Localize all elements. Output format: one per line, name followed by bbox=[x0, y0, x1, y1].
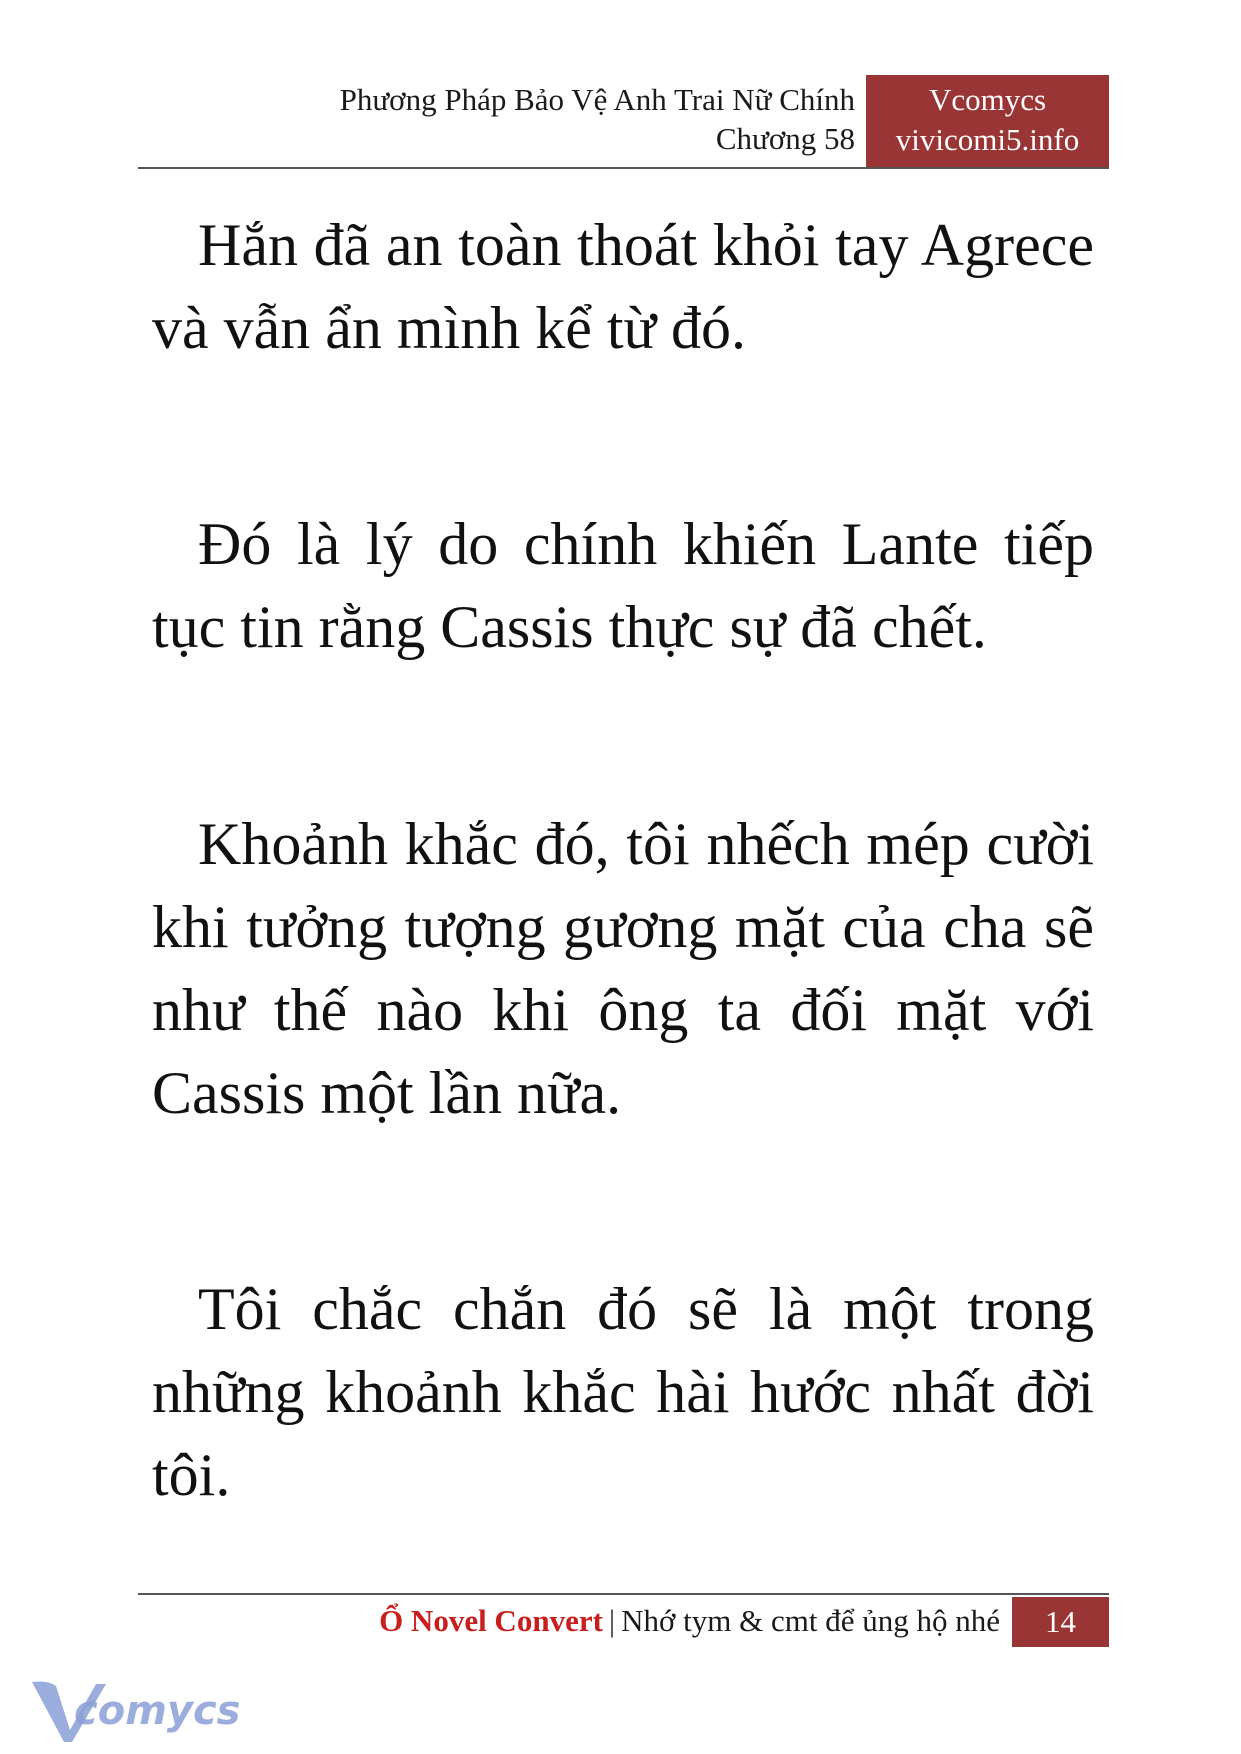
footer-divider bbox=[138, 1593, 1109, 1595]
footer-note bbox=[138, 1599, 1000, 1643]
badge-site-url: vivicomi5.info bbox=[895, 122, 1080, 157]
logo-wordmark: comycs bbox=[74, 1688, 241, 1734]
source-badge bbox=[866, 75, 1109, 167]
badge-site-name: Vcomycs bbox=[928, 82, 1047, 117]
header-divider bbox=[138, 167, 1109, 169]
paragraph-2: Đó là lý do chính khiến Lante tiếp tục tin rằng Cassis thực sự đã chết. bbox=[152, 511, 1094, 660]
footer-message: Nhớ tym & cmt để ủng hộ nhé bbox=[621, 1603, 1000, 1638]
paragraph-3: Khoảnh khắc đó, tôi nhếch mép cười khi tưởng tượng gương mặt của cha sẽ như thế nào khi ông ta đối mặt với Cassis một lần nữa. bbox=[152, 811, 1094, 1126]
chapter-label: Chương 58 bbox=[715, 121, 855, 156]
vcomycs-logo-icon bbox=[26, 1672, 256, 1748]
paragraph-1: Hắn đã an toàn thoát khỏi tay Agrece và vẫn ẩn mình kể từ đó. bbox=[152, 212, 1094, 361]
paragraph-4: Tôi chắc chắn đó sẽ là một trong những khoảnh khắc hài hước nhất đời tôi. bbox=[152, 1276, 1094, 1508]
running-header bbox=[140, 80, 855, 158]
page-number: 14 bbox=[1012, 1597, 1109, 1647]
footer-separator: | bbox=[608, 1603, 616, 1638]
footer-brand: Ổ Novel Convert bbox=[379, 1603, 603, 1638]
book-title: Phương Pháp Bảo Vệ Anh Trai Nữ Chính bbox=[339, 82, 855, 117]
